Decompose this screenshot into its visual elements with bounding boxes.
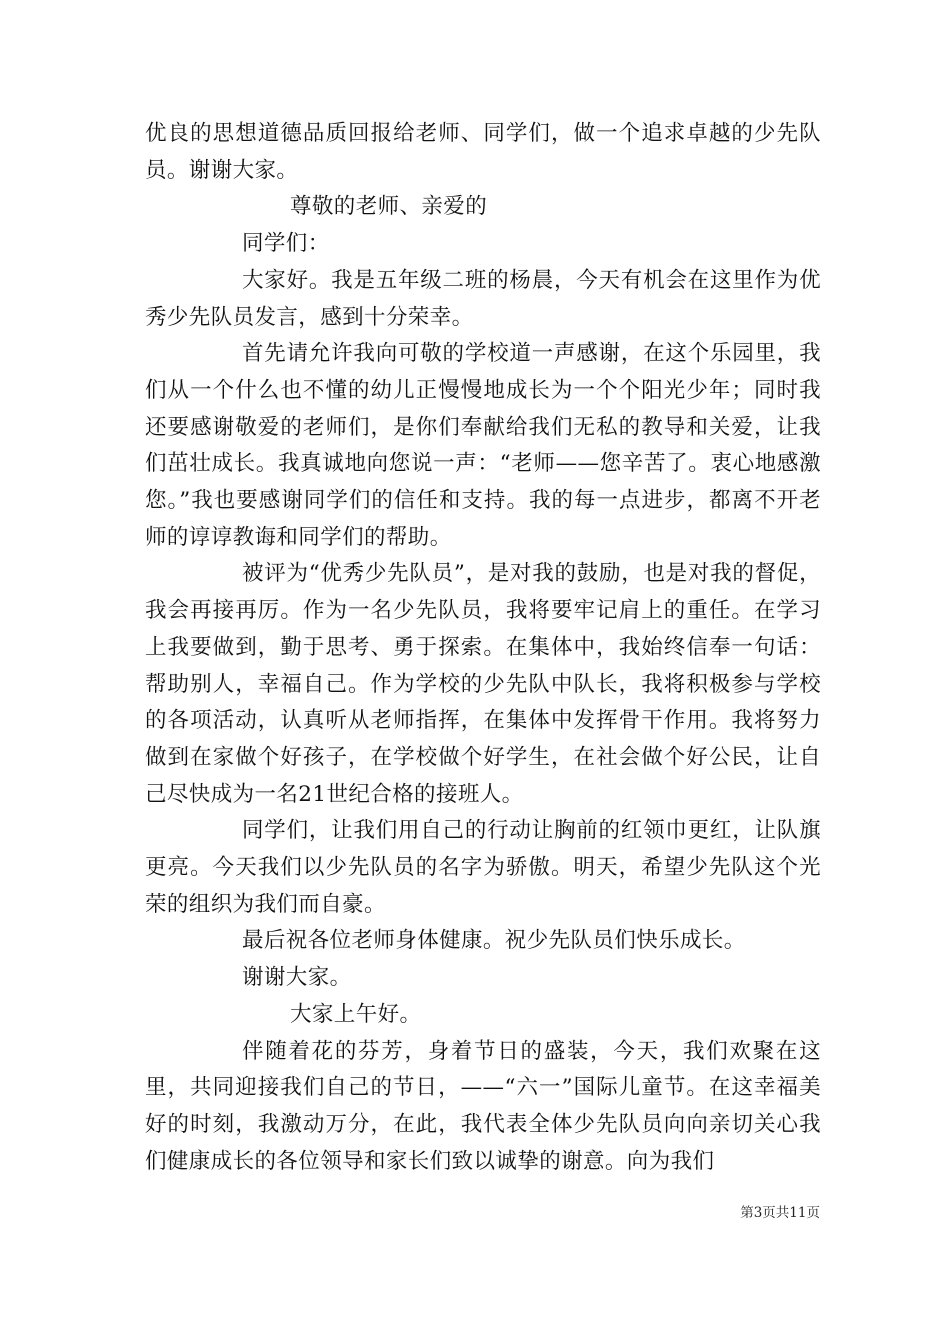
paragraph-8: 最后祝各位老师身体健康。祝少先队员们快乐成长。 [242, 928, 746, 954]
document-body [145, 116, 821, 1180]
paragraph-3: 同学们： [242, 231, 330, 257]
paragraph-7: 同学们，让我们用自己的行动让胸前的红领巾更红，让队旗更亮。今天我们以少先队员的名字为骄傲。明天，希望少先队这个光荣的组织为我们而自豪。 [145, 818, 821, 917]
paragraph-6: 被评为“优秀少先队员”，是对我的鼓励，也是对我的督促，我会再接再厉。作为一名少先队员，我将要牢记肩上的重任。在学习上我要做到，勤于思考、勇于探索。在集体中，我始终信奉一句话：帮助别人，幸福自己。作为学校的少先队中队长，我将积极参与学校的各项活动，认真听从老师指挥，在集体中发挥骨干作用。我将努力做到在家做个好孩子，在学校做个好学生，在社会做个好公民，让自己尽快成为一名21世纪合格的接班人。 [145, 561, 821, 807]
paragraph-2: 尊敬的老师、亲爱的 [290, 194, 488, 220]
paragraph-9: 谢谢大家。 [242, 965, 352, 991]
paragraph-5: 首先请允许我向可敬的学校道一声感谢，在这个乐园里，我们从一个什么也不懂的幼儿正慢慢地成长为一个个阳光少年；同时我还要感谢敬爱的老师们，是你们奉献给我们无私的教导和关爱，让我们茁壮成长。我真诚地向您说一声：“老师——您辛苦了。衷心地感激您。”我也要感谢同学们的信任和支持。我的每一点进步，都离不开老师的谆谆教诲和同学们的帮助。 [145, 341, 821, 550]
paragraph-4: 大家好。我是五年级二班的杨晨，今天有机会在这里作为优秀少先队员发言，感到十分荣幸。 [145, 267, 821, 330]
paragraph-11: 伴随着花的芬芳，身着节日的盛装，今天，我们欢聚在这里，共同迎接我们自己的节日，——“六一”国际儿童节。在这幸福美好的时刻，我激动万分，在此，我代表全体少先队员向向亲切关心我们健康成长的各位领导和家长们致以诚挚的谢意。向为我们 [145, 1038, 821, 1174]
paragraph-10: 大家上午好。 [290, 1001, 422, 1027]
page-number-footer: 第3页共11页 [740, 1205, 820, 1221]
paragraph-1: 优良的思想道德品质回报给老师、同学们，做一个追求卓越的少先队员。谢谢大家。 [145, 121, 821, 183]
